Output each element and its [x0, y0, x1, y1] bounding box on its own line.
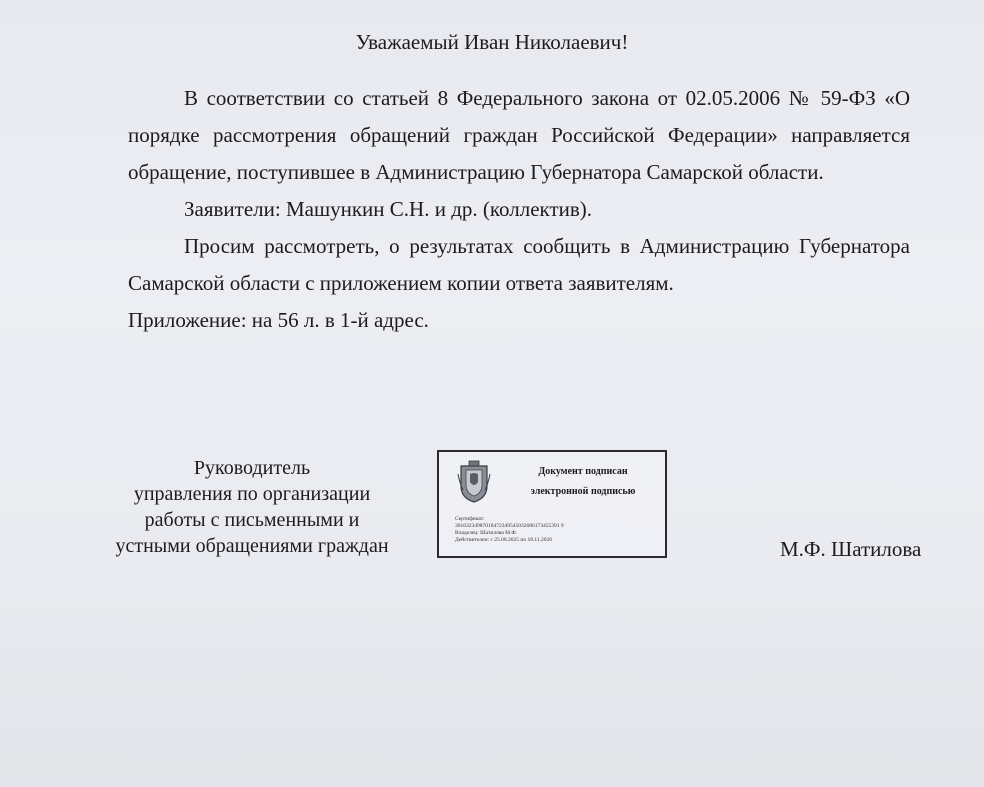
- letter-greeting: Уважаемый Иван Николаевич!: [355, 30, 629, 54]
- letter-body: [128, 80, 910, 339]
- certificate-validity: Действителен: с 25.08.2025 по 18.11.2026: [455, 537, 553, 543]
- stamp-heading-line: Документ подписан: [538, 466, 628, 477]
- stamp-heading-line: электронной подписью: [530, 486, 636, 497]
- electronic-signature-stamp: [437, 450, 667, 558]
- paragraph-request: Просим рассмотреть, о результатах сообщить в Администрацию Губернатора Самарской области с приложением копии ответа заявителям.: [128, 234, 910, 295]
- signer-title-line: Руководитель: [193, 457, 311, 479]
- coat-of-arms-icon: [457, 460, 491, 504]
- certificate-label: Сертификат:: [455, 516, 485, 522]
- certificate-owner: Владелец: Шатилова М.Ф.: [455, 530, 518, 536]
- certificate-number: 30163234987018472349545032686173455391 9: [455, 523, 564, 529]
- signer-title-line: устными обращениями граждан: [115, 535, 389, 557]
- paragraph-applicants: Заявители: Машункин С.Н. и др. (коллектив).: [184, 197, 593, 221]
- signer-title-line: управления по организации: [133, 483, 371, 505]
- stamp-certificate-info: [455, 516, 665, 544]
- paragraph-legal-basis: В соответствии со статьей 8 Федерального закона от 02.05.2006 № 59-ФЗ «О порядке рассмотрения обращений граждан Российской Федерации» направляется обращение, поступившее в Администрацию Губернатора Самарской области.: [128, 86, 910, 184]
- stamp-heading: [501, 462, 665, 502]
- paragraph-attachment: Приложение: на 56 л. в 1-й адрес.: [128, 308, 429, 332]
- signer-title-line: работы с письменными и: [144, 509, 360, 531]
- signer-name: М.Ф. Шатилова: [780, 537, 922, 561]
- signer-title: [92, 455, 412, 559]
